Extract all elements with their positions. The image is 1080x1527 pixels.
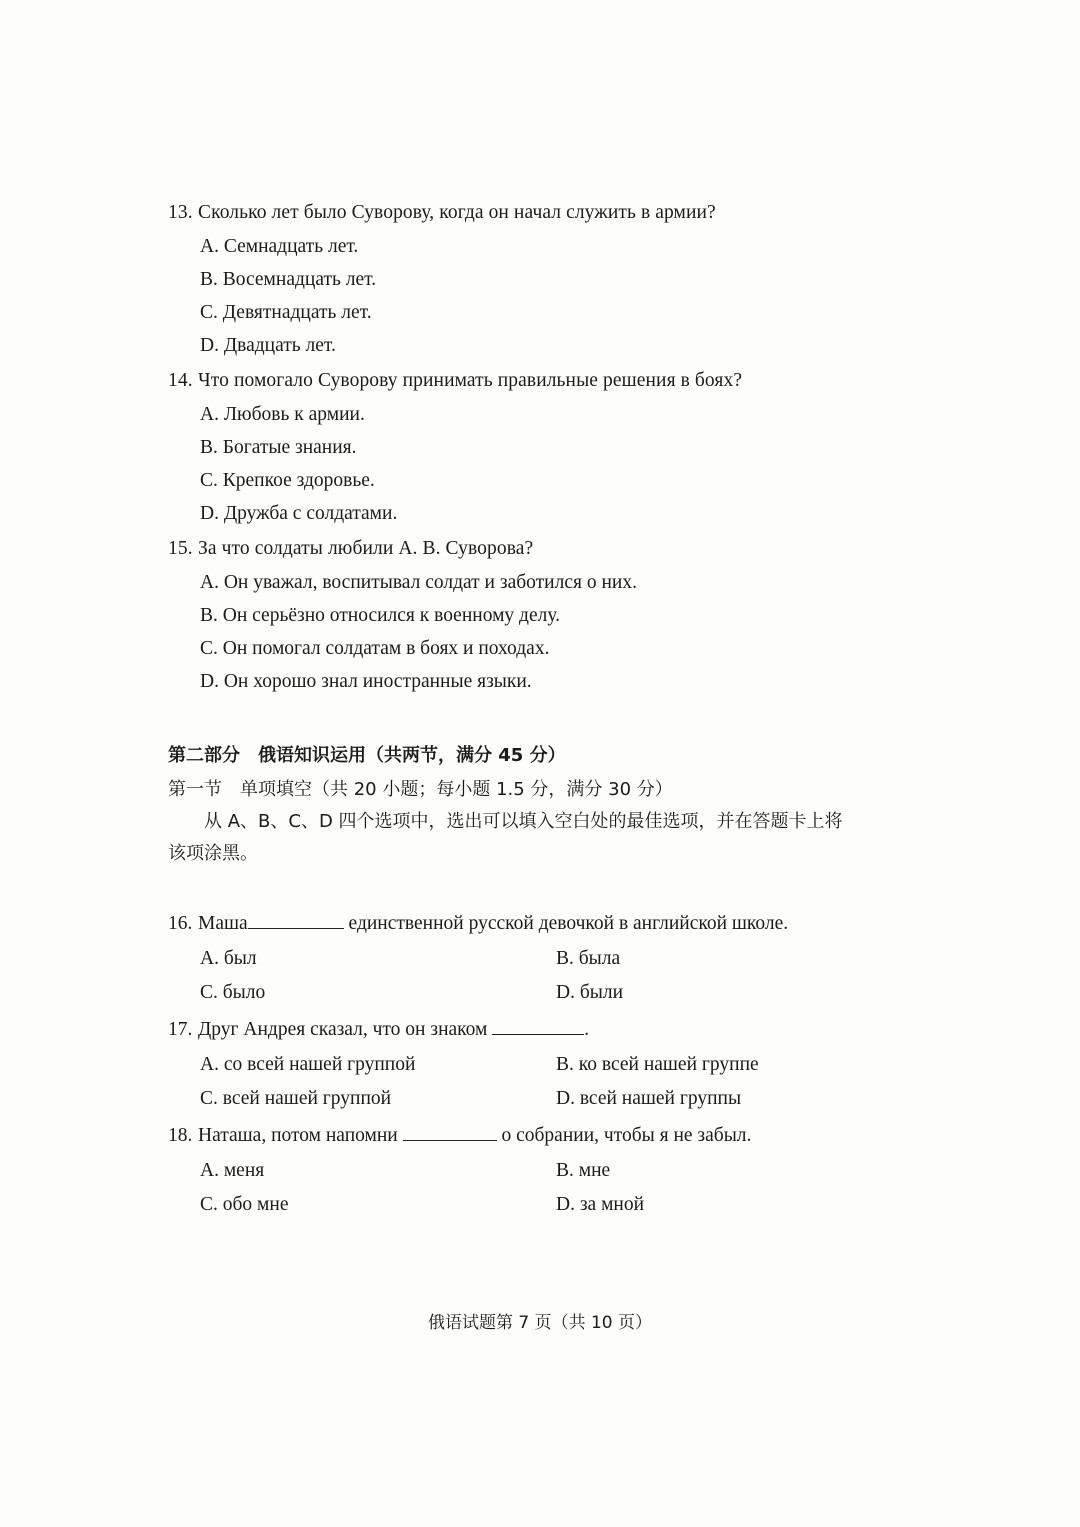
spacer — [168, 700, 912, 740]
option-a[interactable]: A. Он уважал, воспитывал солдат и заботился о них. — [200, 572, 637, 593]
option-row — [168, 1082, 912, 1116]
page-content — [168, 196, 912, 1224]
section-one-title: 第一节 单项填空（共 20 小题；每小题 1.5 分，满分 30 分） — [168, 779, 673, 800]
question-number: 18. — [168, 1125, 193, 1146]
question-block — [168, 196, 912, 362]
question-number: 14. — [168, 370, 193, 391]
option-a[interactable]: A. был — [200, 948, 257, 969]
question-block — [168, 532, 912, 698]
cloze-text-before: Маша — [198, 913, 248, 934]
question-number: 17. — [168, 1019, 193, 1040]
option-b[interactable]: B. Богатые знания. — [200, 437, 357, 458]
option-c[interactable]: C. Он помогал солдатам в боях и походах. — [200, 638, 550, 659]
answer-blank[interactable] — [492, 1016, 584, 1035]
question-text: За что солдаты любили А. В. Суворова? — [198, 538, 534, 559]
option-d[interactable]: D. Двадцать лет. — [200, 335, 336, 356]
option-row — [168, 942, 912, 976]
option-c[interactable]: C. было — [200, 982, 266, 1003]
option-a[interactable]: A. Семнадцать лет. — [200, 236, 359, 257]
option-b[interactable]: B. ко всей нашей группе — [556, 1054, 759, 1075]
option-a[interactable]: A. со всей нашей группой — [200, 1054, 416, 1075]
question-number: 13. — [168, 202, 193, 223]
answer-blank[interactable] — [403, 1122, 497, 1141]
option-a[interactable]: A. меня — [200, 1160, 265, 1181]
option-d[interactable]: D. за мной — [556, 1194, 645, 1215]
option-c[interactable]: C. Крепкое здоровье. — [200, 470, 375, 491]
instruction-line-2: 该项涂黑。 — [168, 843, 258, 864]
question-stem — [168, 196, 912, 230]
option-b[interactable]: B. была — [556, 948, 621, 969]
cloze-stem — [168, 1118, 912, 1154]
option-c[interactable]: C. обо мне — [200, 1194, 289, 1215]
question-number: 15. — [168, 538, 193, 559]
cloze-text-before: Наташа, потом напомни — [198, 1125, 398, 1146]
question-block — [168, 364, 912, 530]
cloze-text-before: Друг Андрея сказал, что он знаком — [198, 1019, 488, 1040]
option-b[interactable]: B. Он серьёзно относился к военному делу. — [200, 605, 561, 626]
cloze-stem — [168, 1012, 912, 1048]
question-text: Сколько лет было Суворову, когда он начал служить в армии? — [198, 202, 716, 223]
question-number: 16. — [168, 913, 193, 934]
question-stem — [168, 364, 912, 398]
option-d[interactable]: D. Он хорошо знал иностранные языки. — [200, 671, 532, 692]
option-row — [168, 1188, 912, 1222]
question-text: Что помогало Суворову принимать правильные решения в боях? — [198, 370, 743, 391]
cloze-block — [168, 1118, 912, 1222]
option-a[interactable]: A. Любовь к армии. — [200, 404, 365, 425]
answer-blank[interactable] — [248, 910, 344, 929]
option-d[interactable]: D. всей нашей группы — [556, 1088, 742, 1109]
option-d[interactable]: D. были — [556, 982, 624, 1003]
cloze-text-after: о собрании, чтобы я не забыл. — [501, 1125, 752, 1146]
option-row — [168, 976, 912, 1010]
option-d[interactable]: D. Дружба с солдатами. — [200, 503, 398, 524]
spacer — [168, 870, 912, 906]
cloze-block — [168, 906, 912, 1010]
cloze-stem — [168, 906, 912, 942]
page-footer: 俄语试题第 7 页（共 10 页） — [427, 1313, 653, 1333]
cloze-text-after: единственной русской девочкой в английской школе. — [348, 913, 789, 934]
cloze-text-after: . — [584, 1019, 590, 1040]
cloze-block — [168, 1012, 912, 1116]
part-two-title: 第二部分 俄语知识运用（共两节，满分 45 分） — [168, 745, 566, 766]
question-stem — [168, 532, 912, 566]
option-row — [168, 1048, 912, 1082]
instruction-line-1: 从 A、B、C、D 四个选项中，选出可以填入空白处的最佳选项，并在答题卡上将 — [204, 811, 843, 832]
option-row — [168, 1154, 912, 1188]
option-b[interactable]: B. Восемнадцать лет. — [200, 269, 377, 290]
option-c[interactable]: C. Девятнадцать лет. — [200, 302, 372, 323]
option-c[interactable]: C. всей нашей группой — [200, 1088, 392, 1109]
option-b[interactable]: B. мне — [556, 1160, 611, 1181]
